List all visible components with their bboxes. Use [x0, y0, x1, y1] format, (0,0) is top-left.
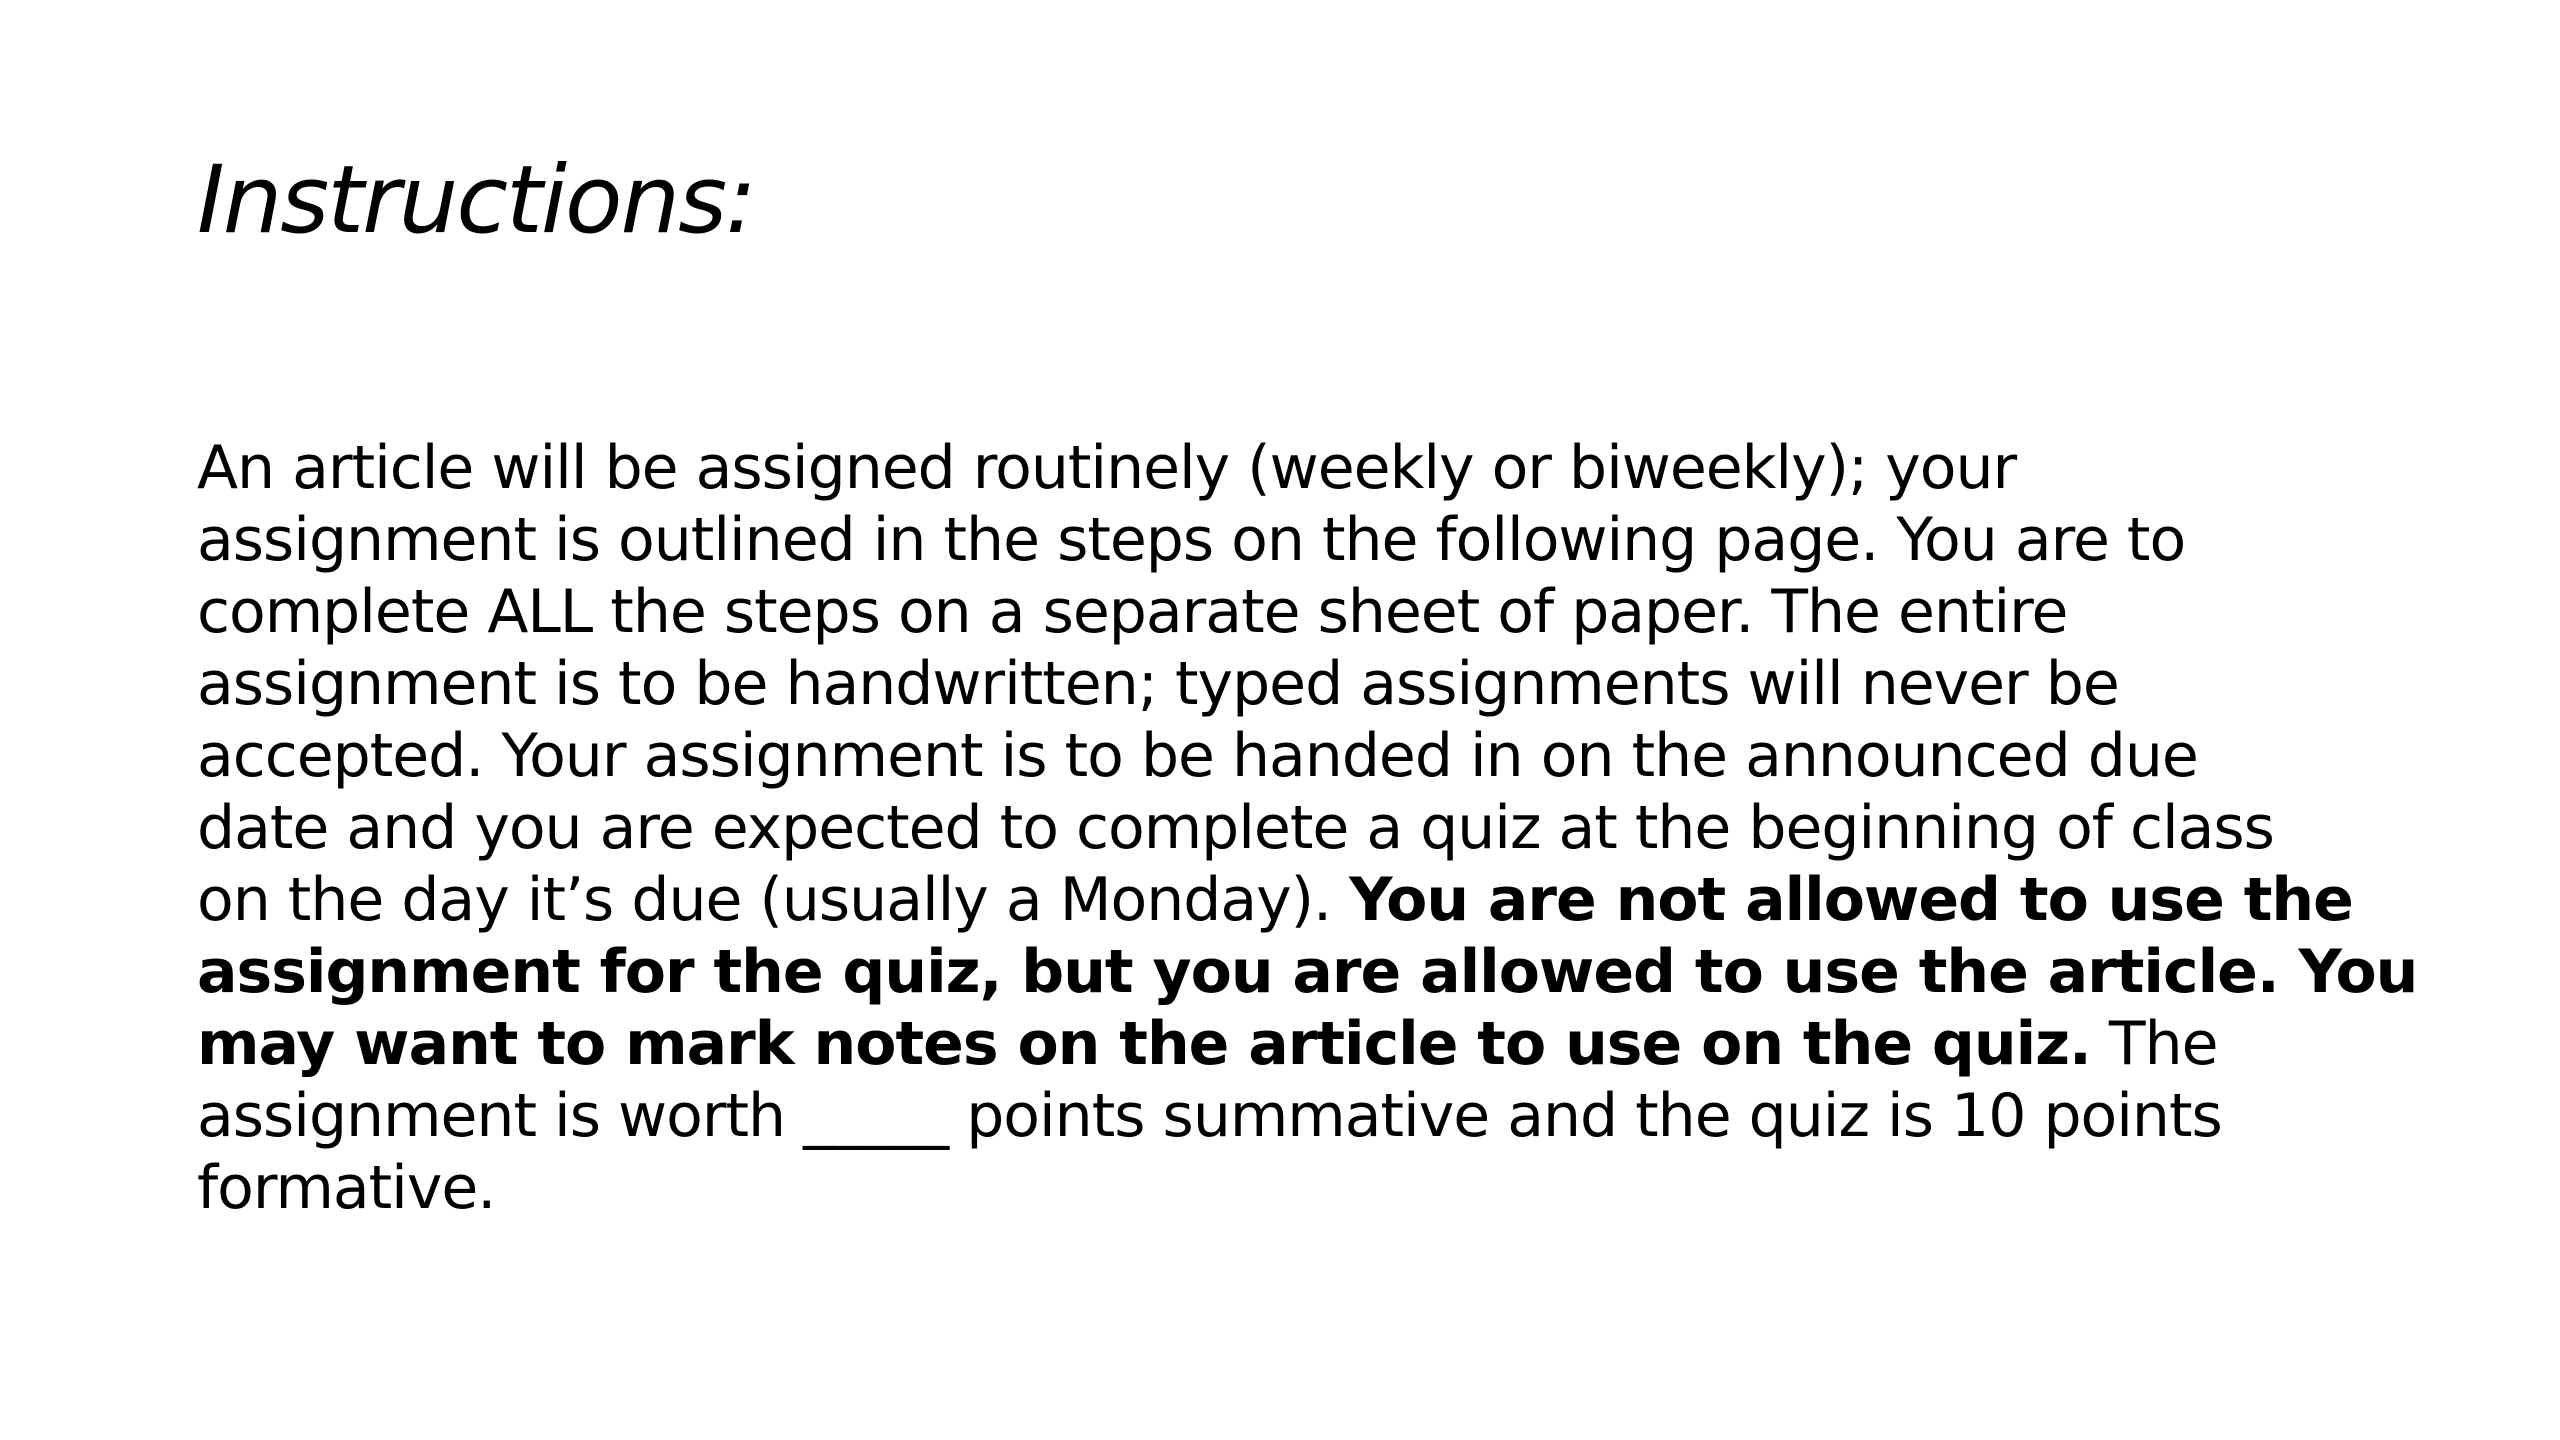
paragraph-line: formative.	[197, 1153, 496, 1223]
paragraph-line: An article will be assigned routinely (weekly or biweekly); your	[197, 433, 2017, 503]
emphasized-text: You are not allowed to use the	[1349, 865, 2353, 935]
paragraph-line	[197, 1008, 2397, 1080]
emphasized-text: may want to mark notes on the article to use on the quiz.	[197, 1009, 2091, 1079]
emphasized-line: assignment for the quiz, but you are allowed to use the article. You	[197, 937, 2418, 1007]
paragraph-line: date and you are expected to complete a quiz at the beginning of class	[197, 793, 2274, 863]
paragraph-line	[197, 864, 2397, 936]
instructions-paragraph	[197, 432, 2418, 1224]
paragraph-line: accepted. Your assignment is to be handed in on the announced due	[197, 721, 2198, 791]
paragraph-text: The	[2090, 1009, 2218, 1079]
paragraph-line: assignment is worth _____ points summative and the quiz is 10 points	[197, 1081, 2222, 1151]
slide-title: Instructions:	[197, 146, 755, 255]
paragraph-line: assignment is outlined in the steps on the following page. You are to	[197, 505, 2186, 575]
paragraph-line: assignment is to be handwritten; typed assignments will never be	[197, 649, 2119, 719]
paragraph-line: complete ALL the steps on a separate sheet of paper. The entire	[197, 577, 2068, 647]
paragraph-text: on the day it’s due (usually a Monday).	[197, 865, 1350, 935]
